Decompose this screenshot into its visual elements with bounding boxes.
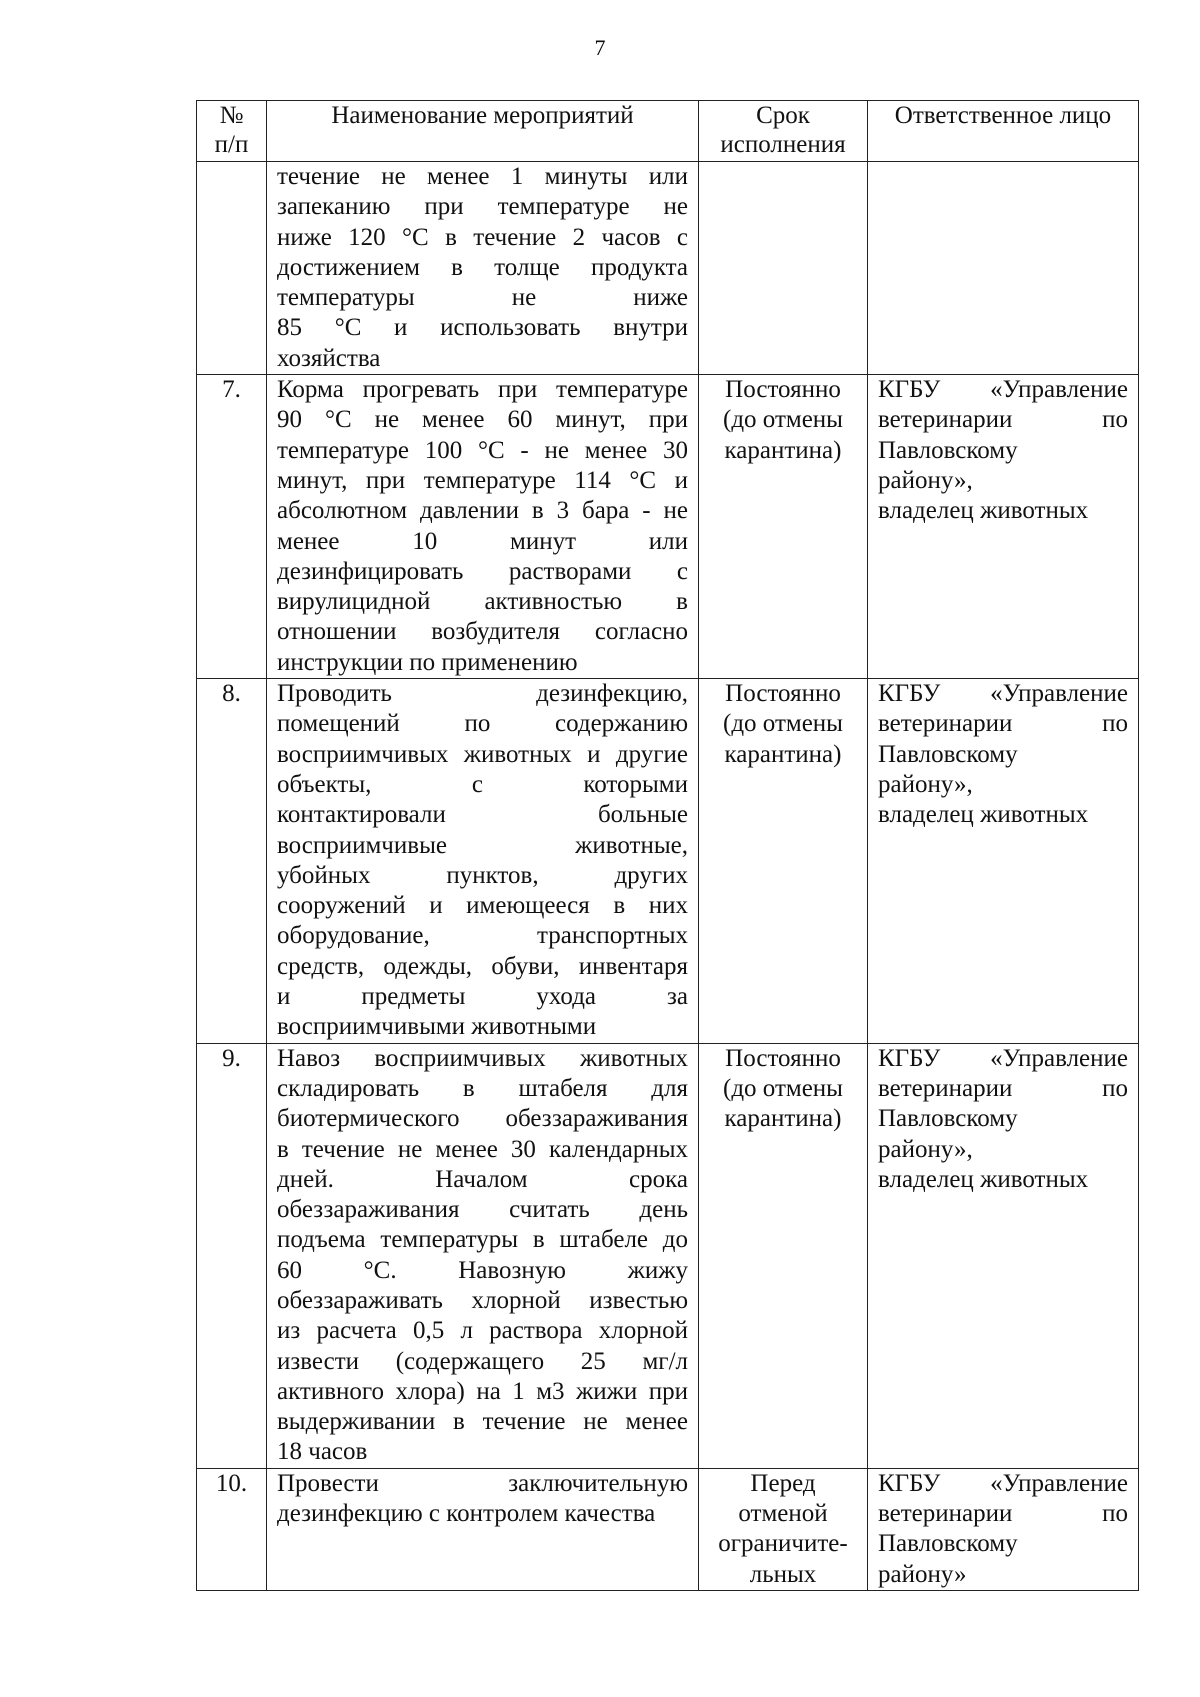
table-body	[197, 162, 1139, 1591]
row-number	[197, 162, 267, 375]
table-row	[197, 1468, 1139, 1590]
measures-table	[196, 100, 1139, 1591]
description-line: восприимчивые животные,	[277, 831, 688, 859]
description-line: восприимчивых животных и другие	[277, 740, 688, 768]
description-line: запеканию при температуре не	[277, 193, 688, 221]
responsible-line: ветеринарии по	[878, 1074, 1128, 1102]
responsible-line: КГБУ «Управление	[878, 680, 1128, 708]
responsible-line: Павловскому	[878, 740, 1018, 768]
description-line: 90 °C не менее 60 минут, при	[277, 406, 688, 434]
deadline-cell	[699, 1043, 868, 1468]
header-row	[197, 101, 1139, 162]
header-deadline: Срок исполнения	[699, 101, 868, 162]
description-line: Проводить дезинфекцию,	[277, 680, 688, 708]
header-responsible: Ответственное лицо	[868, 101, 1139, 162]
description-line: контактировали больные	[277, 801, 688, 829]
description-line: дней. Началом срока	[277, 1165, 688, 1193]
description-line: подъема температуры в штабеле до	[277, 1226, 688, 1254]
responsible-line: Павловскому	[878, 1105, 1018, 1133]
responsible-line: КГБУ «Управление	[878, 1044, 1128, 1072]
deadline-line: Постоянно	[725, 680, 841, 708]
responsible-line: району»,	[878, 770, 973, 798]
description-line: обеззараживания считать день	[277, 1196, 688, 1224]
description-line: 18 часов	[277, 1438, 368, 1466]
table-row	[197, 679, 1139, 1044]
deadline-line: ограничите-	[718, 1530, 848, 1558]
description-line: убойных пунктов, других	[277, 861, 688, 889]
responsible-line: владелец животных	[878, 801, 1089, 829]
description-line: восприимчивыми животными	[277, 1013, 597, 1041]
description-line: Провести заключительную	[277, 1469, 688, 1497]
description-line: Корма прогревать при температуре	[277, 376, 688, 404]
table-header	[197, 101, 1139, 162]
measure-description	[267, 162, 699, 375]
deadline-line: Перед	[750, 1469, 816, 1497]
table-row	[197, 1043, 1139, 1468]
deadline-line: (до отмены	[723, 406, 843, 434]
description-line: температуре 100 °C - не менее 30	[277, 436, 688, 464]
deadline-line: льных	[749, 1560, 817, 1588]
deadline-cell	[699, 1468, 868, 1590]
measure-description	[267, 1043, 699, 1468]
measure-description	[267, 679, 699, 1044]
deadline-line: карантина)	[724, 740, 842, 768]
page-number: 7	[594, 35, 606, 60]
deadline-line: Постоянно	[725, 1044, 841, 1072]
responsible-line: Павловскому	[878, 1530, 1018, 1558]
table-row	[197, 375, 1139, 679]
header-measure-name: Наименование мероприятий	[267, 101, 699, 162]
description-line: достижением в толще продукта	[277, 253, 688, 281]
responsible-cell	[868, 162, 1139, 375]
responsible-line: владелец животных	[878, 497, 1089, 525]
description-line: дезинфицировать растворами с	[277, 557, 688, 585]
row-number: 10.	[197, 1468, 267, 1590]
description-line: помещений по содержанию	[277, 710, 688, 738]
description-line: минут, при температуре 114 °C и	[277, 466, 688, 494]
responsible-cell	[868, 679, 1139, 1044]
description-line: оборудование, транспортных	[277, 922, 688, 950]
description-line: выдерживании в течение не менее	[277, 1408, 688, 1436]
description-line: биотермического обеззараживания	[277, 1105, 688, 1133]
description-line: дезинфекцию с контролем качества	[277, 1500, 656, 1528]
measure-description	[267, 1468, 699, 1590]
description-line: абсолютном давлении в 3 бара - не	[277, 497, 688, 525]
description-line: и предметы ухода за	[277, 983, 688, 1011]
description-line: в течение не менее 30 календарных	[277, 1135, 688, 1163]
description-line: извести (содержащего 25 мг/л	[277, 1347, 688, 1375]
deadline-line: Постоянно	[725, 376, 841, 404]
responsible-line: КГБУ «Управление	[878, 1469, 1128, 1497]
responsible-cell	[868, 1468, 1139, 1590]
description-line: средств, одежды, обуви, инвентаря	[277, 952, 688, 980]
table-row	[197, 162, 1139, 375]
deadline-cell	[699, 375, 868, 679]
responsible-line: владелец животных	[878, 1165, 1089, 1193]
header-number: № п/п	[197, 101, 267, 162]
description-line: вирулицидной активностью в	[277, 588, 688, 616]
deadline-line: карантина)	[724, 436, 842, 464]
deadline-cell	[699, 679, 868, 1044]
description-line: хозяйства	[277, 344, 381, 372]
description-line: складировать в штабеля для	[277, 1074, 688, 1102]
description-line: активного хлора) на 1 м3 жижи при	[277, 1377, 688, 1405]
responsible-line: району»	[878, 1560, 967, 1588]
responsible-line: району»,	[878, 466, 973, 494]
deadline-cell	[699, 162, 868, 375]
description-line: из расчета 0,5 л раствора хлорной	[277, 1317, 688, 1345]
row-number: 9.	[197, 1043, 267, 1468]
responsible-cell	[868, 1043, 1139, 1468]
responsible-line: ветеринарии по	[878, 1500, 1128, 1528]
responsible-line: ветеринарии по	[878, 406, 1128, 434]
description-line: обеззараживать хлорной известью	[277, 1286, 688, 1314]
description-line: Навоз восприимчивых животных	[277, 1044, 688, 1072]
deadline-line: отменой	[738, 1500, 828, 1528]
row-number: 8.	[197, 679, 267, 1044]
description-line: объекты, с которыми	[277, 770, 688, 798]
row-number: 7.	[197, 375, 267, 679]
description-line: сооружений и имеющееся в них	[277, 892, 688, 920]
description-line: инструкции по применению	[277, 648, 578, 676]
deadline-line: (до отмены	[723, 710, 843, 738]
description-line: отношении возбудителя согласно	[277, 618, 688, 646]
description-line: течение не менее 1 минуты или	[277, 163, 688, 190]
responsible-cell	[868, 375, 1139, 679]
measure-description	[267, 375, 699, 679]
description-line: ниже 120 °C в течение 2 часов с	[277, 223, 688, 251]
description-line: температуры не ниже	[277, 284, 688, 312]
deadline-line: карантина)	[724, 1105, 842, 1133]
description-line: менее 10 минут или	[277, 527, 688, 555]
description-line: 60 °C. Навозную жижу	[277, 1256, 688, 1284]
deadline-line: (до отмены	[723, 1074, 843, 1102]
responsible-line: району»,	[878, 1135, 973, 1163]
responsible-line: Павловскому	[878, 436, 1018, 464]
description-line: 85 °C и использовать внутри	[277, 314, 688, 342]
responsible-line: ветеринарии по	[878, 710, 1128, 738]
responsible-line: КГБУ «Управление	[878, 376, 1128, 404]
